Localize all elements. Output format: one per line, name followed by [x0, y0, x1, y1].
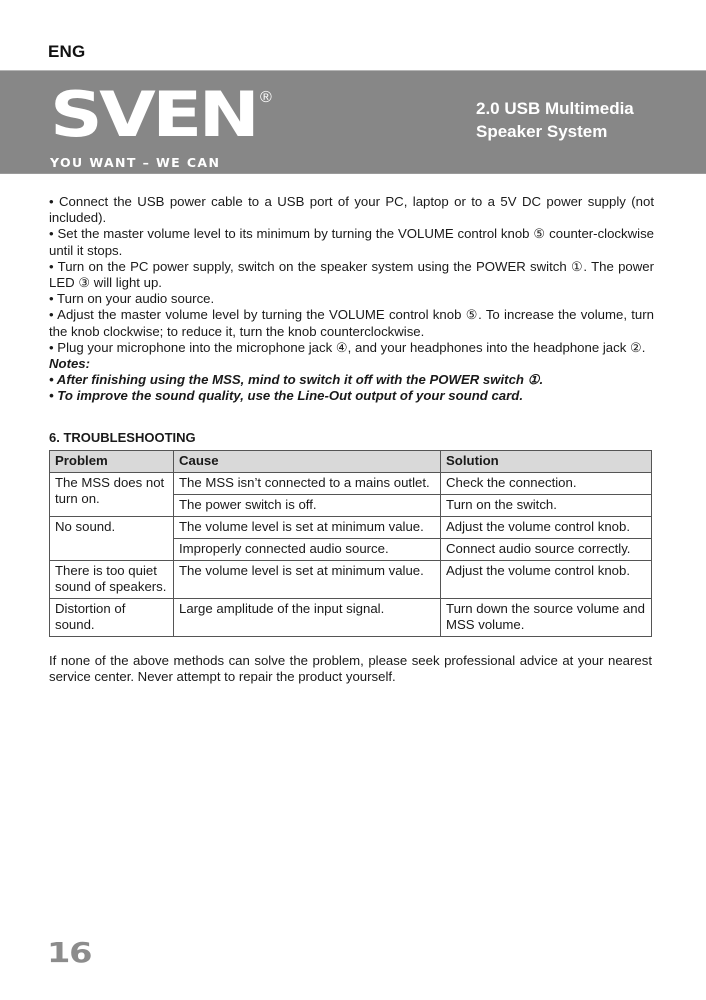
cause-cell: The volume level is set at minimum value.	[174, 561, 441, 599]
instruction-item: • Set the master volume level to its minimum by turning the VOLUME control knob ⑤ counter-clockwise until it stops.	[49, 226, 654, 258]
problem-cell: No sound.	[50, 517, 174, 561]
brand-name: SVEN	[50, 78, 257, 151]
product-title	[476, 97, 634, 143]
table-row	[50, 517, 652, 539]
cause-cell: The volume level is set at minimum value.	[174, 517, 441, 539]
problem-cell: Distortion of sound.	[50, 599, 174, 637]
column-header-cause: Cause	[174, 451, 441, 473]
section-title: 6. TROUBLESHOOTING	[49, 430, 196, 445]
solution-cell: Turn down the source volume and MSS volume.	[441, 599, 652, 637]
notes-title: Notes:	[49, 356, 91, 372]
language-label: ENG	[48, 42, 86, 61]
table-header-row	[50, 451, 652, 473]
cause-cell: Improperly connected audio source.	[174, 539, 441, 561]
troubleshooting-table	[49, 450, 652, 637]
column-header-problem: Problem	[50, 451, 174, 473]
brand-logo	[50, 78, 272, 170]
column-header-solution: Solution	[441, 451, 652, 473]
instructions-section	[49, 194, 654, 405]
table-row	[50, 599, 652, 637]
instruction-item: • Turn on your audio source.	[49, 291, 215, 307]
solution-cell: Check the connection.	[441, 473, 652, 495]
instruction-item: • Adjust the master volume level by turning the VOLUME control knob ⑤. To increase the volume, turn the knob clockwise; to reduce it, turn the knob counterclockwise.	[49, 307, 654, 339]
instruction-item: • Turn on the PC power supply, switch on the speaker system using the POWER switch ①. The power LED ③ will light up.	[49, 258, 654, 291]
instruction-item: • Connect the USB power cable to a USB port of your PC, laptop or to a 5V DC power supply (not included).	[49, 194, 654, 226]
solution-cell: Adjust the volume control knob.	[441, 517, 652, 539]
instruction-item: • Plug your microphone into the microphone jack ④, and your headphones into the headphone jack ②.	[49, 339, 646, 355]
problem-cell: There is too quiet sound of speakers.	[50, 561, 174, 599]
header-banner	[0, 70, 706, 174]
brand-tagline: YOU WANT – WE CAN	[50, 155, 221, 170]
solution-cell: Adjust the volume control knob.	[441, 561, 652, 599]
solution-cell: Turn on the switch.	[441, 495, 652, 517]
product-title-line2: Speaker System	[476, 122, 608, 141]
service-advice: If none of the above methods can solve the problem, please seek professional advice at your nearest service center. Never attempt to repair the product yourself.	[49, 653, 652, 685]
product-title-line1: 2.0 USB Multimedia	[476, 99, 634, 118]
table-row	[50, 561, 652, 599]
table-row	[50, 473, 652, 495]
solution-cell: Connect audio source correctly.	[441, 539, 652, 561]
cause-cell: The power switch is off.	[174, 495, 441, 517]
registered-mark-icon: ®	[260, 89, 272, 106]
cause-cell: Large amplitude of the input signal.	[174, 599, 441, 637]
page-number: 16	[47, 936, 92, 969]
note-item: • To improve the sound quality, use the Line-Out output of your sound card.	[49, 388, 523, 404]
note-item: • After finishing using the MSS, mind to switch it off with the POWER switch ①.	[49, 372, 544, 388]
cause-cell: The MSS isn’t connected to a mains outlet.	[174, 473, 441, 495]
problem-cell: The MSS does not turn on.	[50, 473, 174, 517]
